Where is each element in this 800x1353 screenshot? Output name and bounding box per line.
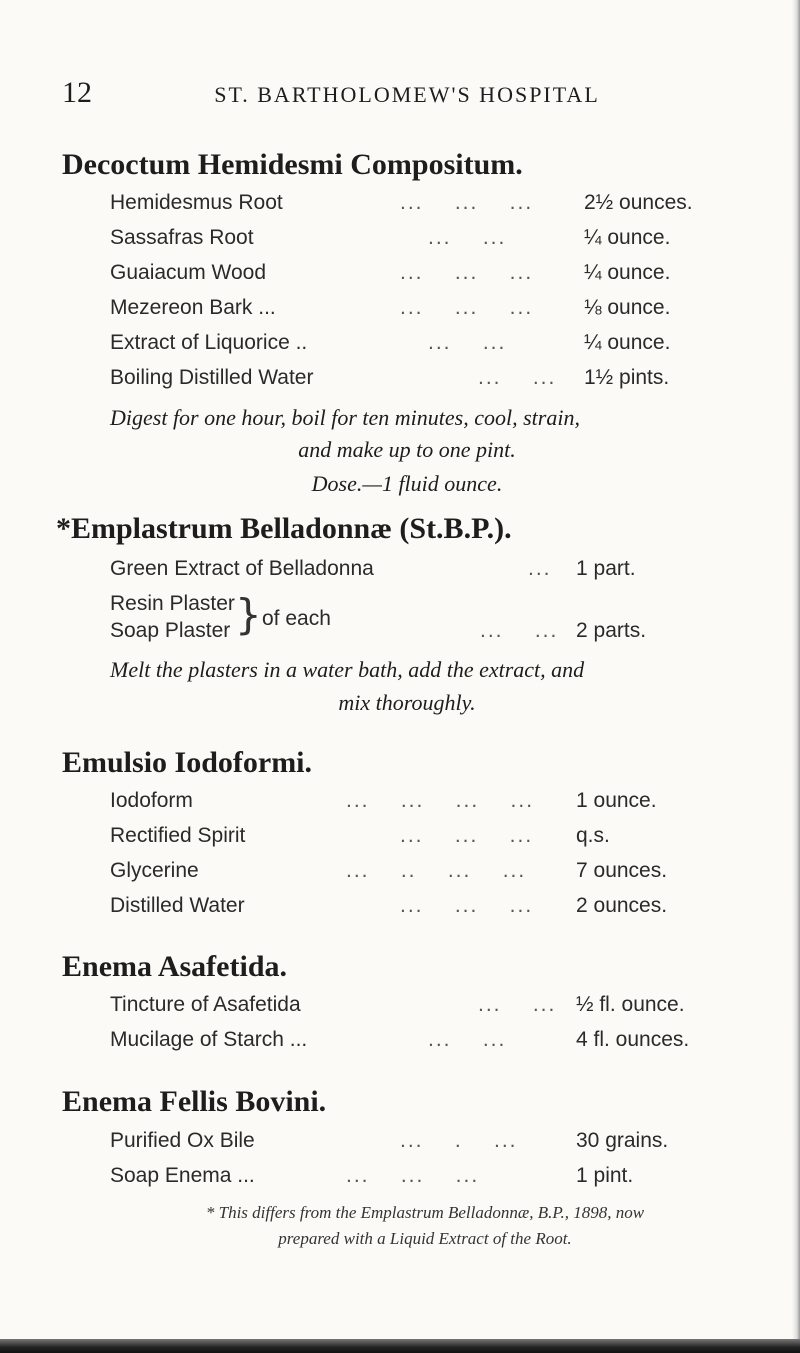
ingredient-name: Sassafras Root <box>110 226 254 249</box>
ingredient-name: Resin Plaster <box>110 592 235 615</box>
brace-symbol: } <box>235 590 262 639</box>
leader-dots: ... .. ... ... <box>346 859 527 882</box>
leader-dots: ... ... ... ... <box>346 789 535 812</box>
recipe-row <box>110 1164 750 1198</box>
ingredient-qty: q.s. <box>576 824 610 847</box>
recipe-row <box>110 859 750 893</box>
section-title-enema-asafetida: Enema Asafetida. <box>62 950 287 983</box>
recipe-row <box>110 1129 750 1163</box>
ingredient-qty: 2 parts. <box>576 619 647 642</box>
ingredient-qty: 7 ounces. <box>576 859 668 882</box>
recipe-row <box>110 557 750 591</box>
ingredient-name: Tincture of Asafetida <box>110 993 301 1016</box>
page-bottom-edge <box>0 1339 800 1353</box>
recipe-row <box>110 191 750 225</box>
footnote-line: prepared with a Liquid Extract of the Root. <box>278 1229 572 1248</box>
recipe-row <box>110 1028 750 1062</box>
ingredient-name: Iodoform <box>110 789 193 812</box>
leader-dots: ... ... <box>478 993 557 1016</box>
footnote-line: * This differs from the Emplastrum Belladonnæ, B.P., 1898, now <box>205 1203 645 1222</box>
recipe-row <box>110 261 750 295</box>
ingredient-name: Purified Ox Bile <box>110 1129 255 1152</box>
page-header <box>62 76 752 116</box>
ingredient-qty: ¼ ounce. <box>584 331 671 354</box>
recipe-row <box>110 226 750 260</box>
ingredient-name: Guaiacum Wood <box>110 261 267 284</box>
ingredient-name: Glycerine <box>110 859 199 882</box>
leader-dots: ... ... ... <box>400 261 534 284</box>
page-edge-shadow <box>792 0 800 1353</box>
ingredient-name: Green Extract of Belladonna <box>110 557 374 580</box>
ingredient-qty: 1½ pints. <box>584 366 670 389</box>
ingredient-name: Mezereon Bark ... <box>110 296 276 319</box>
leader-dots: ... ... <box>480 619 559 642</box>
recipe-row <box>110 296 750 330</box>
leader-dots: ... ... <box>428 331 507 354</box>
instruction-text: mix thoroughly. <box>338 690 476 715</box>
page-number: 12 <box>62 76 92 109</box>
recipe-row <box>110 331 750 365</box>
leader-dots: ... <box>528 557 552 580</box>
ingredient-qty: 1 pint. <box>576 1164 634 1187</box>
dose-text: Dose.—1 fluid ounce. <box>311 471 503 496</box>
ingredient-name: Rectified Spirit <box>110 824 246 847</box>
ingredient-qty: 1 part. <box>576 557 636 580</box>
recipe-row <box>110 366 750 400</box>
instruction-text: Digest for one hour, boil for ten minutes, cool, strain, <box>110 405 580 430</box>
leader-dots: ... ... ... <box>400 191 534 214</box>
ingredient-qty: ½ fl. ounce. <box>576 993 685 1016</box>
ingredient-qty: ¼ ounce. <box>584 226 671 249</box>
leader-dots: ... ... ... <box>400 894 534 917</box>
ingredient-qty: 4 fl. ounces. <box>576 1028 690 1051</box>
recipe-row <box>110 789 750 823</box>
ingredient-qty: 30 grains. <box>576 1129 669 1152</box>
ingredient-name: Extract of Liquorice .. <box>110 331 308 354</box>
leader-dots: ... ... <box>428 1028 507 1051</box>
leader-dots: ... ... <box>478 366 557 389</box>
ingredient-name: Distilled Water <box>110 894 245 917</box>
brace-label: of each <box>262 607 331 630</box>
ingredient-qty: ¼ ounce. <box>584 261 671 284</box>
section-title-emplastrum: *Emplastrum Belladonnæ (St.B.P.). <box>56 512 512 545</box>
ingredient-name: Boiling Distilled Water <box>110 366 314 389</box>
ingredient-qty: ⅛ ounce. <box>584 296 671 319</box>
ingredient-qty: 2½ ounces. <box>584 191 693 214</box>
ingredient-name: Hemidesmus Root <box>110 191 283 214</box>
ingredient-name: Mucilage of Starch ... <box>110 1028 308 1051</box>
instruction-text: Melt the plasters in a water bath, add the extract, and <box>110 657 585 682</box>
recipe-row <box>110 619 750 653</box>
leader-dots: ... ... ... <box>400 296 534 319</box>
leader-dots: ... ... ... <box>400 824 534 847</box>
section-title-decoctum: Decoctum Hemidesmi Compositum. <box>62 148 523 181</box>
ingredient-qty: 2 ounces. <box>576 894 668 917</box>
recipe-row <box>110 824 750 858</box>
leader-dots: ... ... <box>428 226 507 249</box>
section-title-enema-fellis: Enema Fellis Bovini. <box>62 1085 327 1118</box>
section-title-emulsio: Emulsio Iodoformi. <box>62 746 313 779</box>
ingredient-qty: 1 ounce. <box>576 789 657 812</box>
ingredient-name: Soap Plaster <box>110 619 231 642</box>
recipe-row <box>110 894 750 928</box>
instruction-text: and make up to one pint. <box>298 437 516 462</box>
leader-dots: ... . ... <box>400 1129 518 1152</box>
ingredient-name: Soap Enema ... <box>110 1164 255 1187</box>
running-head: ST. BARTHOLOMEW'S HOSPITAL <box>214 82 600 107</box>
recipe-row <box>110 993 750 1027</box>
leader-dots: ... ... ... <box>346 1164 480 1187</box>
